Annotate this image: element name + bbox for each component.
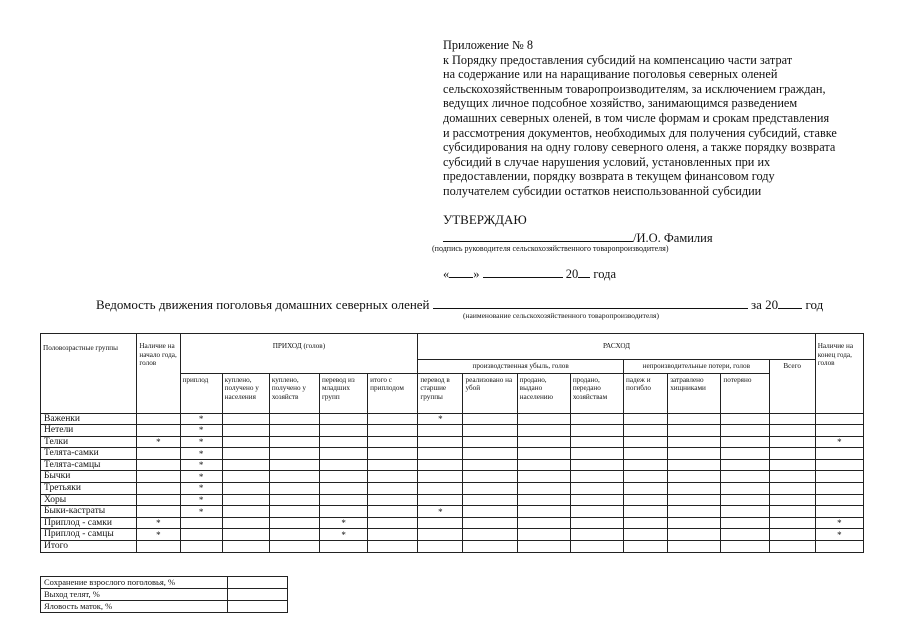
table-cell[interactable] <box>769 471 815 483</box>
table-row <box>41 459 864 471</box>
table-cell[interactable] <box>721 459 769 471</box>
year-prefix: 20 <box>565 267 579 281</box>
table-cell[interactable] <box>517 436 570 448</box>
asterisk-mark: * <box>198 436 204 447</box>
row-label: Хоры <box>41 494 137 506</box>
asterisk-mark: * <box>198 471 204 482</box>
table-cell[interactable] <box>222 517 269 529</box>
table-cell[interactable] <box>624 436 668 448</box>
header-income-col: приплод <box>180 373 222 413</box>
quote-open: « <box>443 267 450 281</box>
table-cell[interactable] <box>769 425 815 437</box>
table-cell[interactable] <box>624 413 668 425</box>
table-cell[interactable] <box>418 413 463 425</box>
table-cell[interactable] <box>269 541 319 553</box>
table-cell[interactable] <box>517 471 570 483</box>
month-field[interactable] <box>483 265 563 278</box>
table-cell[interactable] <box>269 471 319 483</box>
table-cell[interactable] <box>815 517 863 529</box>
table-cell[interactable] <box>517 459 570 471</box>
summary-table <box>40 576 288 613</box>
table-cell[interactable] <box>222 448 269 460</box>
table-cell[interactable] <box>137 471 180 483</box>
table-cell[interactable] <box>418 436 463 448</box>
summary-row <box>41 601 288 613</box>
header-groups: Половозрастные группы <box>41 334 137 414</box>
table-cell[interactable] <box>769 436 815 448</box>
table-cell[interactable] <box>668 506 721 518</box>
row-label: Приплод - самцы <box>41 529 137 541</box>
table-cell[interactable] <box>668 529 721 541</box>
row-label: Бычки <box>41 471 137 483</box>
table-cell[interactable] <box>815 541 863 553</box>
table-cell[interactable] <box>269 425 319 437</box>
table-cell[interactable] <box>222 471 269 483</box>
table-row <box>41 529 864 541</box>
appendix-line: ведущих личное подсобное хозяйство, занимающимся разведением <box>443 96 798 111</box>
table-cell[interactable] <box>222 459 269 471</box>
table-row <box>41 517 864 529</box>
asterisk-mark: * <box>198 448 204 459</box>
table-cell[interactable] <box>180 425 222 437</box>
table-cell[interactable] <box>269 448 319 460</box>
table-cell[interactable] <box>721 517 769 529</box>
table-cell[interactable] <box>137 425 180 437</box>
table-cell[interactable] <box>222 529 269 541</box>
day-field[interactable] <box>449 265 473 278</box>
table-cell[interactable] <box>570 436 623 448</box>
appendix-line: сельскохозяйственным товаропроизводителям, за исключением граждан, <box>443 81 826 96</box>
row-label: Третьяки <box>41 483 137 495</box>
table-cell[interactable] <box>418 541 463 553</box>
row-label: Телки <box>41 436 137 448</box>
table-cell[interactable] <box>721 425 769 437</box>
table-cell[interactable] <box>137 506 180 518</box>
table-cell[interactable] <box>769 517 815 529</box>
approval-date <box>443 265 616 282</box>
table-cell[interactable] <box>137 517 180 529</box>
title-year-prefix: за 20 <box>751 297 779 312</box>
summary-row <box>41 589 288 601</box>
table-cell[interactable] <box>463 413 517 425</box>
table-cell[interactable] <box>269 413 319 425</box>
row-label: Быки-кастраты <box>41 506 137 518</box>
header-income: ПРИХОД (голов) <box>180 334 418 374</box>
table-cell[interactable] <box>769 448 815 460</box>
table-cell[interactable] <box>418 506 463 518</box>
table-cell[interactable] <box>269 494 319 506</box>
header-production-col: продано, выдано населению <box>517 373 570 413</box>
table-cell[interactable] <box>137 448 180 460</box>
table-cell[interactable] <box>269 483 319 495</box>
table-cell[interactable] <box>668 436 721 448</box>
header-income-col: перевод из младших групп <box>319 373 367 413</box>
header-production-col: продано, передано хозяйствам <box>570 373 623 413</box>
row-label: Итого <box>41 541 137 553</box>
table-cell[interactable] <box>368 448 418 460</box>
table-cell[interactable] <box>517 506 570 518</box>
signature-name: /И.О. Фамилия <box>633 231 713 245</box>
table-cell[interactable] <box>222 425 269 437</box>
producer-name-field[interactable] <box>433 296 748 309</box>
table-cell[interactable] <box>222 541 269 553</box>
table-cell[interactable] <box>769 494 815 506</box>
table-cell[interactable] <box>570 448 623 460</box>
table-cell[interactable] <box>815 506 863 518</box>
table-row <box>41 471 864 483</box>
row-label: Телята-самки <box>41 448 137 460</box>
table-cell[interactable] <box>418 517 463 529</box>
header-income-col: итого с приплодом <box>368 373 418 413</box>
producer-caption: (наименование сельскохозяйственного товаропроизводителя) <box>463 311 659 320</box>
table-cell[interactable] <box>222 436 269 448</box>
table-cell[interactable] <box>368 436 418 448</box>
table-cell[interactable] <box>815 425 863 437</box>
table-cell[interactable] <box>463 448 517 460</box>
table-cell[interactable] <box>368 494 418 506</box>
table-cell[interactable] <box>463 436 517 448</box>
table-cell[interactable] <box>269 459 319 471</box>
header-income-col: куплено, получено у хозяйств <box>269 373 319 413</box>
table-cell[interactable] <box>570 413 623 425</box>
summary-row <box>41 577 288 589</box>
table-cell[interactable] <box>668 494 721 506</box>
table-cell[interactable] <box>180 529 222 541</box>
asterisk-mark: * <box>198 494 204 505</box>
table-cell[interactable] <box>319 471 367 483</box>
table-cell[interactable] <box>418 459 463 471</box>
asterisk-mark: * <box>156 529 161 540</box>
summary-value[interactable] <box>228 589 288 601</box>
table-cell[interactable] <box>624 541 668 553</box>
table-cell[interactable] <box>815 471 863 483</box>
table-cell[interactable] <box>668 483 721 495</box>
table-cell[interactable] <box>570 494 623 506</box>
table-row <box>41 448 864 460</box>
table-cell[interactable] <box>319 494 367 506</box>
table-cell[interactable] <box>418 483 463 495</box>
table-cell[interactable] <box>463 471 517 483</box>
summary-label: Яловость маток, % <box>41 601 228 613</box>
table-cell[interactable] <box>668 448 721 460</box>
table-cell[interactable] <box>137 529 180 541</box>
header-nonproduction-col: падеж и погибло <box>624 373 668 413</box>
table-cell[interactable] <box>769 529 815 541</box>
appendix-line: субсидирования на одну голову северного оленя, а также порядку возврата <box>443 140 836 155</box>
asterisk-mark: * <box>837 518 842 529</box>
header-production-col: перевод в старшие группы <box>418 373 463 413</box>
table-cell[interactable] <box>721 494 769 506</box>
row-label: Нетели <box>41 425 137 437</box>
title-text: Ведомость движения поголовья домашних северных оленей <box>96 297 430 312</box>
table-cell[interactable] <box>721 529 769 541</box>
table-cell[interactable] <box>368 459 418 471</box>
header-expense: РАСХОД <box>418 334 815 360</box>
table-cell[interactable] <box>368 413 418 425</box>
table-cell[interactable] <box>463 541 517 553</box>
table-cell[interactable] <box>222 413 269 425</box>
header-income-col: куплено, получено у населения <box>222 373 269 413</box>
table-cell[interactable] <box>624 425 668 437</box>
table-cell[interactable] <box>319 448 367 460</box>
table-row <box>41 436 864 448</box>
table-cell[interactable] <box>418 494 463 506</box>
table-cell[interactable] <box>769 483 815 495</box>
row-label: Важенки <box>41 413 137 425</box>
table-cell[interactable] <box>668 541 721 553</box>
title-year-field[interactable] <box>778 296 802 309</box>
document-title <box>96 296 823 313</box>
table-cell[interactable] <box>624 494 668 506</box>
appendix-line: на содержание или на наращивание поголовья северных оленей <box>443 67 778 82</box>
table-cell[interactable] <box>319 459 367 471</box>
table-cell[interactable] <box>721 471 769 483</box>
table-cell[interactable] <box>570 541 623 553</box>
asterisk-mark: * <box>837 436 842 447</box>
table-cell[interactable] <box>222 506 269 518</box>
table-cell[interactable] <box>815 459 863 471</box>
table-cell[interactable] <box>418 529 463 541</box>
asterisk-mark: * <box>837 529 842 540</box>
table-cell[interactable] <box>319 425 367 437</box>
table-cell[interactable] <box>517 529 570 541</box>
table-cell[interactable] <box>624 459 668 471</box>
table-cell[interactable] <box>668 425 721 437</box>
year-suffix: года <box>593 267 616 281</box>
appendix-line: предоставлении, порядку возврата в текущем финансовом году <box>443 169 775 184</box>
table-cell[interactable] <box>721 506 769 518</box>
summary-value[interactable] <box>228 577 288 589</box>
table-row <box>41 494 864 506</box>
asterisk-mark: * <box>156 436 161 447</box>
table-cell[interactable] <box>137 413 180 425</box>
table-row <box>41 413 864 425</box>
row-label: Приплод - самки <box>41 517 137 529</box>
table-cell[interactable] <box>517 413 570 425</box>
table-cell[interactable] <box>624 517 668 529</box>
table-cell[interactable] <box>269 529 319 541</box>
table-cell[interactable] <box>624 471 668 483</box>
table-cell[interactable] <box>319 483 367 495</box>
table-cell[interactable] <box>463 506 517 518</box>
table-cell[interactable] <box>517 541 570 553</box>
livestock-movement-table <box>40 333 864 553</box>
table-cell[interactable] <box>180 436 222 448</box>
table-cell[interactable] <box>570 459 623 471</box>
title-year-suffix: год <box>805 297 824 312</box>
table-cell[interactable] <box>463 483 517 495</box>
table-cell[interactable] <box>721 413 769 425</box>
table-cell[interactable] <box>815 494 863 506</box>
table-cell[interactable] <box>137 494 180 506</box>
asterisk-mark: * <box>198 483 204 494</box>
table-cell[interactable] <box>570 425 623 437</box>
table-cell[interactable] <box>721 541 769 553</box>
table-cell[interactable] <box>368 506 418 518</box>
table-cell[interactable] <box>418 471 463 483</box>
table-cell[interactable] <box>368 425 418 437</box>
table-cell[interactable] <box>815 413 863 425</box>
table-cell[interactable] <box>624 506 668 518</box>
table-cell[interactable] <box>815 529 863 541</box>
table-cell[interactable] <box>368 541 418 553</box>
table-cell[interactable] <box>180 413 222 425</box>
appendix-line: получателем субсидии остатков неиспользованной субсидии <box>443 183 762 198</box>
table-cell[interactable] <box>418 448 463 460</box>
table-cell[interactable] <box>721 436 769 448</box>
appendix-note <box>443 38 903 199</box>
table-cell[interactable] <box>769 506 815 518</box>
table-cell[interactable] <box>463 517 517 529</box>
appendix-line: субсидий в случае нарушения условий, установленных при их <box>443 154 771 169</box>
table-cell[interactable] <box>368 483 418 495</box>
table-cell[interactable] <box>180 483 222 495</box>
table-cell[interactable] <box>570 529 623 541</box>
asterisk-mark: * <box>341 518 346 529</box>
asterisk-mark: * <box>438 506 443 517</box>
table-cell[interactable] <box>269 506 319 518</box>
table-cell[interactable] <box>418 425 463 437</box>
summary-label: Выход телят, % <box>41 589 228 601</box>
table-cell[interactable] <box>319 413 367 425</box>
table-cell[interactable] <box>815 483 863 495</box>
table-cell[interactable] <box>570 506 623 518</box>
table-cell[interactable] <box>815 436 863 448</box>
asterisk-mark: * <box>198 460 204 471</box>
table-cell[interactable] <box>463 529 517 541</box>
table-cell[interactable] <box>721 483 769 495</box>
asterisk-mark: * <box>198 425 204 436</box>
table-row <box>41 541 864 553</box>
table-cell[interactable] <box>368 529 418 541</box>
table-cell[interactable] <box>137 541 180 553</box>
asterisk-mark: * <box>438 413 443 424</box>
table-cell[interactable] <box>517 448 570 460</box>
asterisk-mark: * <box>156 518 161 529</box>
table-cell[interactable] <box>269 517 319 529</box>
header-production-loss: производственная убыль, голов <box>418 360 624 374</box>
header-production-col: реализовано на убой <box>463 373 517 413</box>
table-cell[interactable] <box>570 483 623 495</box>
asterisk-mark: * <box>341 529 346 540</box>
asterisk-mark: * <box>198 506 204 517</box>
table-cell[interactable] <box>269 436 319 448</box>
table-cell[interactable] <box>624 448 668 460</box>
header-nonproduction-loss: непроизводительные потери, голов <box>624 360 770 374</box>
table-cell[interactable] <box>180 494 222 506</box>
row-label: Телята-самцы <box>41 459 137 471</box>
signature-field[interactable] <box>443 229 633 242</box>
summary-value[interactable] <box>228 601 288 613</box>
table-cell[interactable] <box>180 517 222 529</box>
table-cell[interactable] <box>570 517 623 529</box>
table-cell[interactable] <box>137 459 180 471</box>
table-cell[interactable] <box>769 459 815 471</box>
table-row <box>41 506 864 518</box>
table-cell[interactable] <box>319 517 367 529</box>
table-cell[interactable] <box>180 471 222 483</box>
table-cell[interactable] <box>517 517 570 529</box>
table-cell[interactable] <box>180 448 222 460</box>
appendix-line: к Порядку предоставления субсидий на компенсацию части затрат <box>443 52 793 67</box>
table-row <box>41 425 864 437</box>
table-cell[interactable] <box>319 541 367 553</box>
table-cell[interactable] <box>517 494 570 506</box>
table-cell[interactable] <box>624 529 668 541</box>
appendix-line: домашних северных оленей, в том числе формам и срокам представления <box>443 110 830 125</box>
table-cell[interactable] <box>815 448 863 460</box>
table-cell[interactable] <box>463 494 517 506</box>
header-nonproduction-col: потеряно <box>721 373 769 413</box>
table-cell[interactable] <box>517 483 570 495</box>
table-cell[interactable] <box>180 459 222 471</box>
table-cell[interactable] <box>668 517 721 529</box>
year-field[interactable] <box>578 265 590 278</box>
table-cell[interactable] <box>668 471 721 483</box>
header-start: Наличие на начало года, голов <box>137 334 180 414</box>
header-nonproduction-col: затравлено хищниками <box>668 373 721 413</box>
appendix-line: Приложение № 8 <box>443 38 534 52</box>
appendix-line: и рассмотрения документов, необходимых для получения субсидий, ставке <box>443 125 837 140</box>
table-cell[interactable] <box>368 517 418 529</box>
table-cell[interactable] <box>721 448 769 460</box>
table-cell[interactable] <box>368 471 418 483</box>
table-row <box>41 483 864 495</box>
header-end: Наличие на конец года, голов <box>815 334 863 414</box>
table-cell[interactable] <box>624 483 668 495</box>
header-total: Всего <box>769 360 815 414</box>
table-cell[interactable] <box>319 529 367 541</box>
table-cell[interactable] <box>769 541 815 553</box>
table-cell[interactable] <box>668 413 721 425</box>
table-cell[interactable] <box>222 483 269 495</box>
table-cell[interactable] <box>180 541 222 553</box>
table-cell[interactable] <box>319 436 367 448</box>
table-cell[interactable] <box>570 471 623 483</box>
table-cell[interactable] <box>137 483 180 495</box>
table-cell[interactable] <box>668 459 721 471</box>
table-cell[interactable] <box>463 425 517 437</box>
table-cell[interactable] <box>222 494 269 506</box>
table-cell[interactable] <box>463 459 517 471</box>
table-cell[interactable] <box>517 425 570 437</box>
signature-caption: (подпись руководителя сельскохозяйственного товаропроизводителя) <box>432 244 669 253</box>
table-cell[interactable] <box>319 506 367 518</box>
table-cell[interactable] <box>137 436 180 448</box>
table-cell[interactable] <box>180 506 222 518</box>
approval-label: УТВЕРЖДАЮ <box>443 212 527 227</box>
summary-label: Сохранение взрослого поголовья, % <box>41 577 228 589</box>
table-cell[interactable] <box>769 413 815 425</box>
quote-close: » <box>473 267 480 281</box>
asterisk-mark: * <box>198 413 204 424</box>
